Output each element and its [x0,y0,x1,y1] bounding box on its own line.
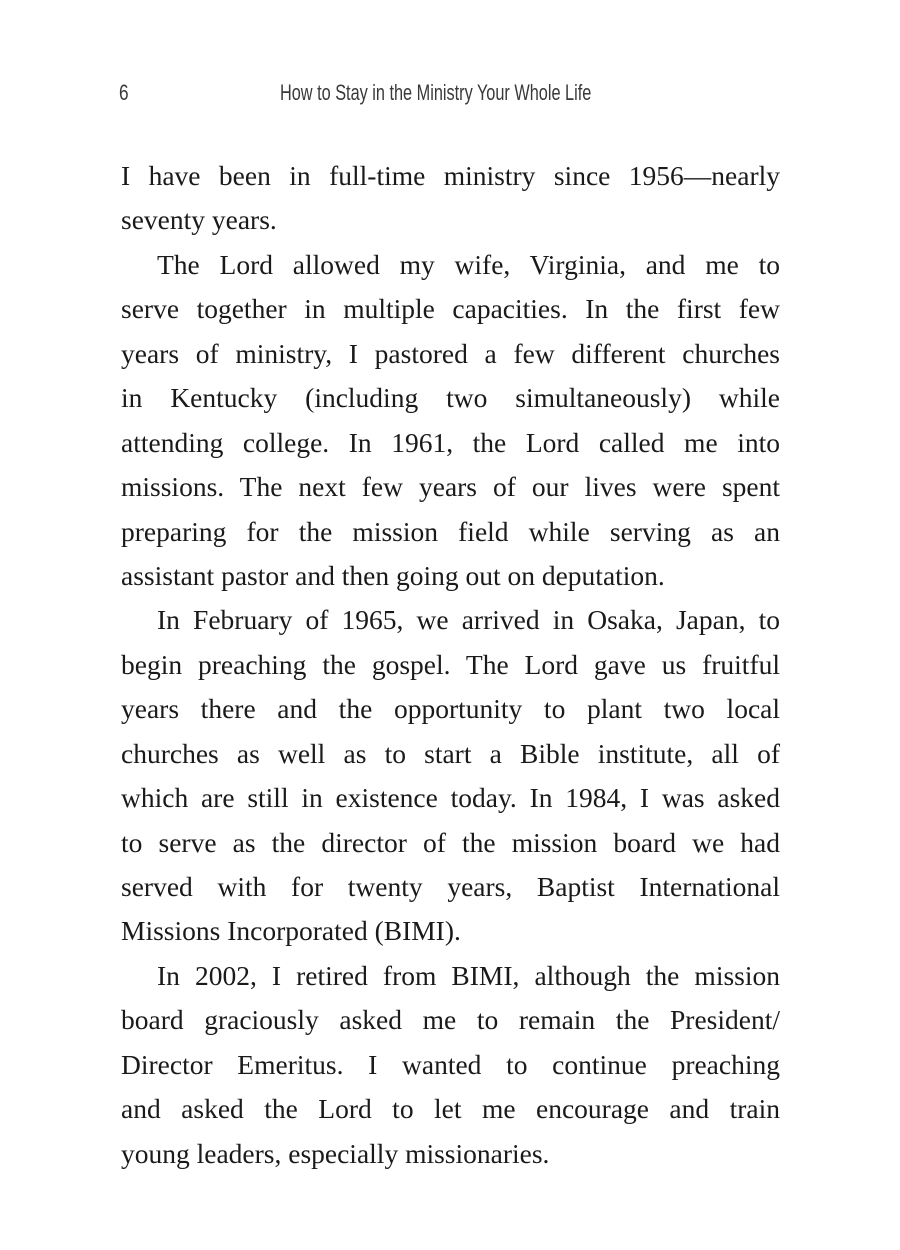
text-line: The Lord allowed my wife, Virginia, and me to [157,248,780,280]
text-line: I have been in full-time ministry since 1956—nearly [121,160,780,191]
text-line: seventy years. [121,204,277,236]
text-line: churches as well as to start a Bible institute, all of [121,737,780,769]
text-line: attending college. In 1961, the Lord called me into [121,426,780,458]
text-line: young leaders, especially missionaries. [121,1137,550,1169]
running-title: How to Stay in the Ministry Your Whole Life [280,80,592,105]
paragraph [121,598,780,954]
text-line: served with for twenty years, Baptist International [121,871,780,902]
text-line: Director Emeritus. I wanted to continue preaching [121,1048,780,1080]
paragraph [121,154,780,243]
running-header [0,80,900,112]
text-line: missions. The next few years of our lives were spent [121,471,780,503]
text-line: assistant pastor and then going out on deputation. [121,559,665,591]
paragraph [121,243,780,599]
text-line: which are still in existence today. In 1984, I was asked [121,782,780,814]
body-text [121,154,780,1176]
text-line: in Kentucky (including two simultaneously) while [121,382,780,414]
text-line: years there and the opportunity to plant two local [121,693,780,725]
text-line: In 2002, I retired from BIMI, although the mission [157,959,780,991]
page-number: 6 [119,80,129,105]
text-line: and asked the Lord to let me encourage and train [121,1093,780,1125]
text-line: board graciously asked me to remain the President/ [121,1004,780,1036]
text-line: begin preaching the gospel. The Lord gave us fruitful [121,648,780,680]
text-line: to serve as the director of the mission board we had [121,826,780,858]
text-line: Missions Incorporated (BIMI). [121,915,461,947]
text-line: serve together in multiple capacities. In the first few [121,293,780,325]
text-line: years of ministry, I pastored a few different churches [121,337,780,369]
paragraph [121,954,780,1176]
text-line: preparing for the mission field while serving as an [121,515,780,547]
text-line: In February of 1965, we arrived in Osaka, Japan, to [157,604,780,636]
